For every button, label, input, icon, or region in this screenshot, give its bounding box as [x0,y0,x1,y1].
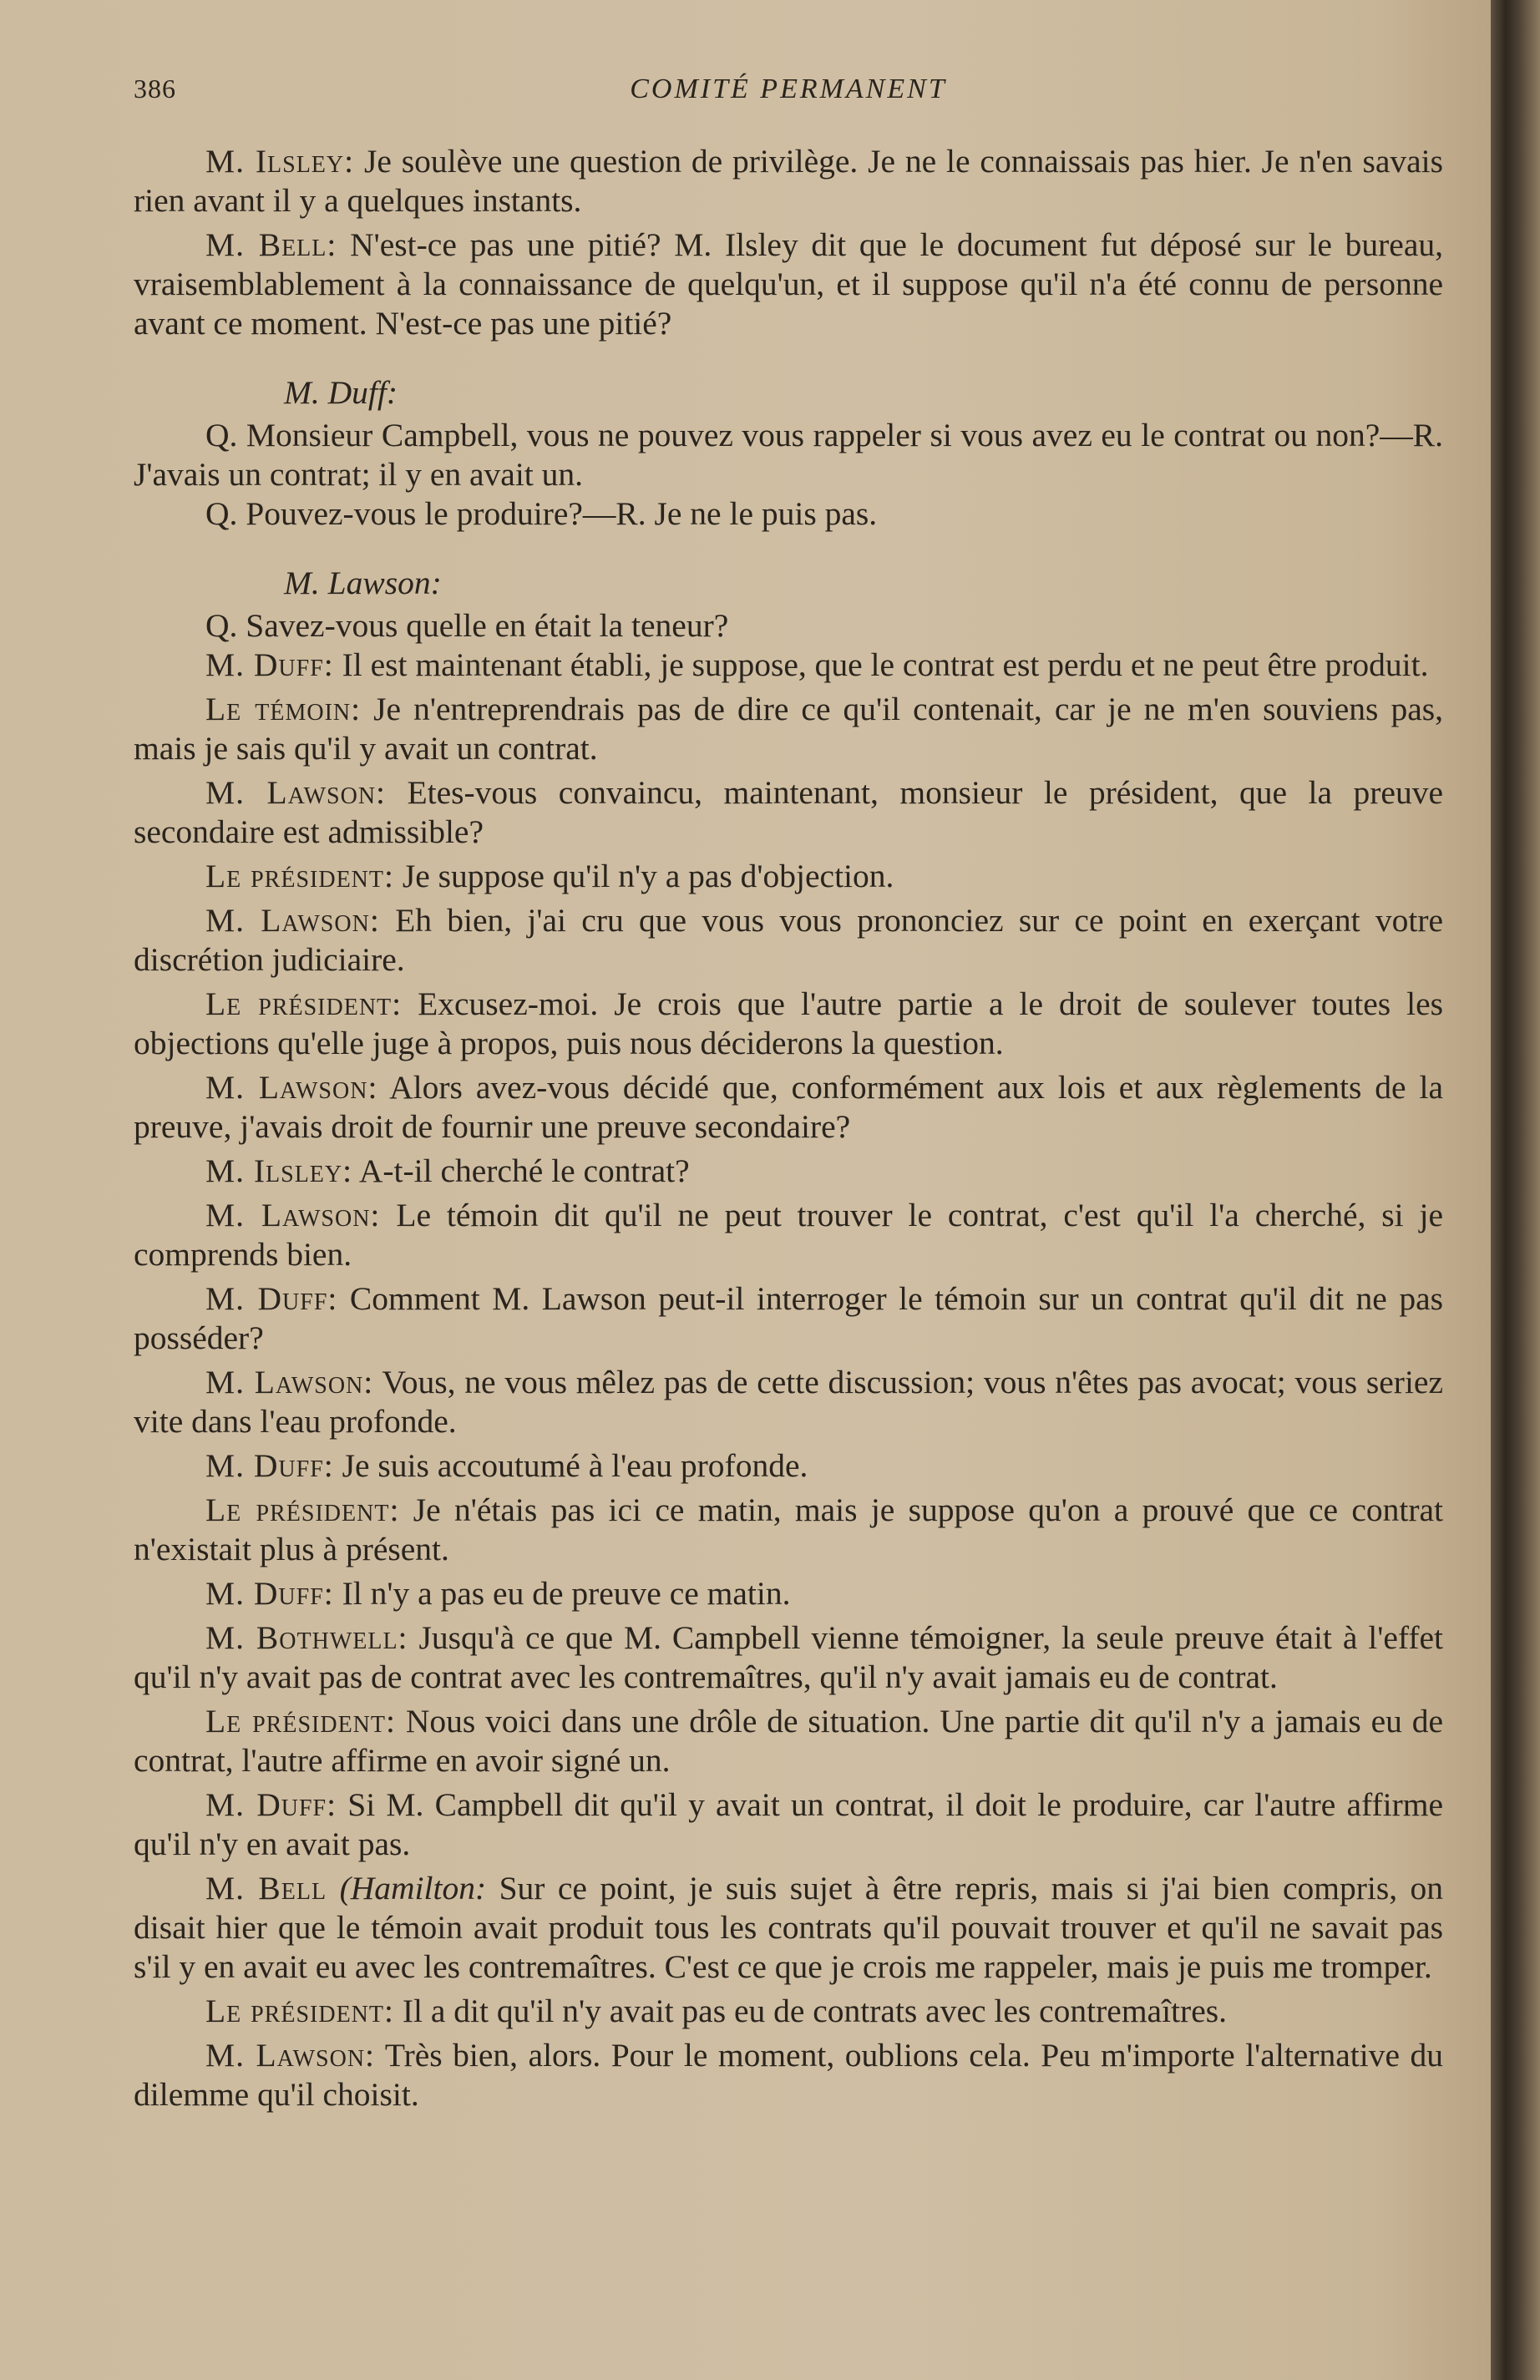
speaker-name: Le président: [205,985,403,1022]
section-heading: M. Lawson: [284,565,442,601]
speech-text: Il a dit qu'il n'y avait pas eu de contrats avec les contremaîtres. [402,1993,1227,2029]
speech-text: Etes-vous convaincu, maintenant, monsieur le président, que la preuve secondaire est admissible? [134,774,1443,850]
speech-paragraph [134,857,1443,896]
speech-paragraph [134,1618,1443,1697]
page-body [134,142,1443,2119]
speech-text: Je suis accoutumé à l'eau profonde. [342,1447,808,1484]
speaker-name: M. Bell [205,1870,327,1907]
speech-text: Très bien, alors. Pour le moment, oublions cela. Peu m'importe l'alternative du dilemme qu'il choisit. [134,2037,1443,2113]
speaker-name: M. Ilsley: [205,143,355,180]
speaker-name: M. Ilsley: [205,1152,353,1189]
speech-paragraph [134,1785,1443,1864]
speech-text: Excusez-moi. Je crois que l'autre partie a le droit de soulever toutes les objections qu'elle juge à propos, puis nous déciderons la question. [134,985,1443,1061]
speech-paragraph [134,1068,1443,1147]
speech-text: Comment M. Lawson peut-il interroger le témoin sur un contrat qu'il dit ne pas posséder? [134,1280,1444,1356]
speech-paragraph [134,690,1443,768]
speaker-name: M. Bothwell: [205,1619,408,1656]
speaker-name: M. Lawson: [205,1197,381,1233]
speech-text: Eh bien, j'ai cru que vous vous prononciez sur ce point en exerçant votre discrétion judiciaire. [134,902,1444,978]
speaker-name: M. Lawson: [205,774,387,811]
speech-paragraph [134,1869,1443,1987]
speech-text: Si M. Campbell dit qu'il y avait un contrat, il doit le produire, car l'autre affirme qu'il n'y en avait pas. [134,1786,1443,1862]
speech-paragraph [134,1152,1443,1191]
speech-text: Je suppose qu'il n'y a pas d'objection. [402,858,894,894]
speaker-name: M. Lawson: [205,1069,378,1106]
speech-paragraph [134,142,1443,220]
speaker-name: M. Lawson: [205,1364,374,1400]
speaker-name: Le président: [205,1703,396,1739]
speaker-name: Le président: [205,1993,394,2029]
speaker-name: Le président: [205,858,394,894]
speech-paragraph [134,1491,1443,1569]
speaker-name: M. Duff: [205,646,334,683]
speech-text: Jusqu'à ce que M. Campbell vienne témoigner, la seule preuve était à l'effet qu'il n'y avait pas de contrat avec les contremaîtres, qu'il n'y avait jamais eu de contrat. [134,1619,1444,1695]
speech-text: Je n'entreprendrais pas de dire ce qu'il contenait, car je ne m'en souviens pas, mais je sais qu'il y avait un contrat. [134,691,1443,767]
speech-paragraph [134,1702,1443,1780]
running-title: COMITÉ PERMANENT [630,73,947,104]
book-binding [1491,0,1540,2380]
speech-text: Il n'y a pas eu de preuve ce matin. [342,1575,791,1612]
question-answer: Q. Monsieur Campbell, vous ne pouvez vous rappeler si vous avez eu le contrat ou non?—R. J'avais un contrat; il y en avait un. [134,417,1443,493]
speech-paragraph [134,1363,1443,1441]
page-header [134,73,1443,115]
speech-text: Le témoin dit qu'il ne peut trouver le contrat, c'est qu'il l'a cherché, si je comprends bien. [134,1197,1443,1273]
speech-text: Vous, ne vous mêlez pas de cette discussion; vous n'êtes pas avocat; vous seriez vite dans l'eau profonde. [134,1364,1443,1440]
speech-paragraph [134,1446,1443,1486]
speech-text: N'est-ce pas une pitié? M. Ilsley dit que le document fut déposé sur le bureau, vraisemblablement à la connaissance de quelqu'un, et il suppose qu'il n'a été connu de personne avant ce moment. N'est-ce pas une pitié? [134,226,1443,342]
speech-paragraph [134,1196,1443,1274]
speech-paragraph [134,985,1443,1063]
section-heading: M. Duff: [284,374,398,411]
speaker-name: M. Lawson: [205,2037,376,2074]
question-answer: Q. Pouvez-vous le produire?—R. Je ne le puis pas. [205,495,878,532]
speaker-name: Le président: [205,1491,400,1528]
speech-paragraph [134,1574,1443,1613]
speech-paragraph [134,773,1443,852]
speaker-name: M. Bell: [205,226,337,263]
speech-text: A-t-il cherché le contrat? [358,1152,690,1189]
speaker-name: Le témoin: [205,691,362,727]
speaker-name: M. Lawson: [205,902,380,939]
question-answer: Q. Savez-vous quelle en était la teneur? [205,607,729,644]
speech-text: Je n'étais pas ici ce matin, mais je suppose qu'on a prouvé que ce contrat n'existait plus à présent. [134,1491,1443,1567]
speech-paragraph [134,1279,1443,1358]
page-number: 386 [134,73,176,104]
speaker-name: M. Duff: [205,1786,337,1823]
speaker-name: M. Duff: [205,1575,334,1612]
speech-text: Sur ce point, je suis sujet à être repris, mais si j'ai bien compris, on disait hier que le témoin avait produit tous les contrats qu'il pouvait trouver et qu'il ne savait pas s'il y en avait eu avec les contremaîtres. C'est ce que je crois me rappeler, mais je puis me tromper. [134,1870,1444,1985]
speech-text: Alors avez-vous décidé que, conformément aux lois et aux règlements de la preuve, j'avais droit de fournir une preuve secondaire? [134,1069,1443,1145]
speech-paragraph [134,225,1443,343]
speech-paragraph [134,901,1443,980]
speaker-name: M. Duff: [205,1280,338,1317]
speech-paragraph [134,646,1443,685]
speech-text: Nous voici dans une drôle de situation. Une partie dit qu'il n'y a jamais eu de contrat, l'autre affirme en avoir signé un. [134,1703,1444,1779]
speaker-name: M. Duff: [205,1447,334,1484]
speaker-riding: (Hamilton: [339,1870,487,1907]
speech-paragraph [134,2036,1443,2114]
speech-paragraph [134,1992,1443,2031]
speech-text: Je soulève une question de privilège. Je ne le connaissais pas hier. Je n'en savais rien avant il y a quelques instants. [134,143,1443,219]
speech-text: Il est maintenant établi, je suppose, que le contrat est perdu et ne peut être produit. [342,646,1429,683]
